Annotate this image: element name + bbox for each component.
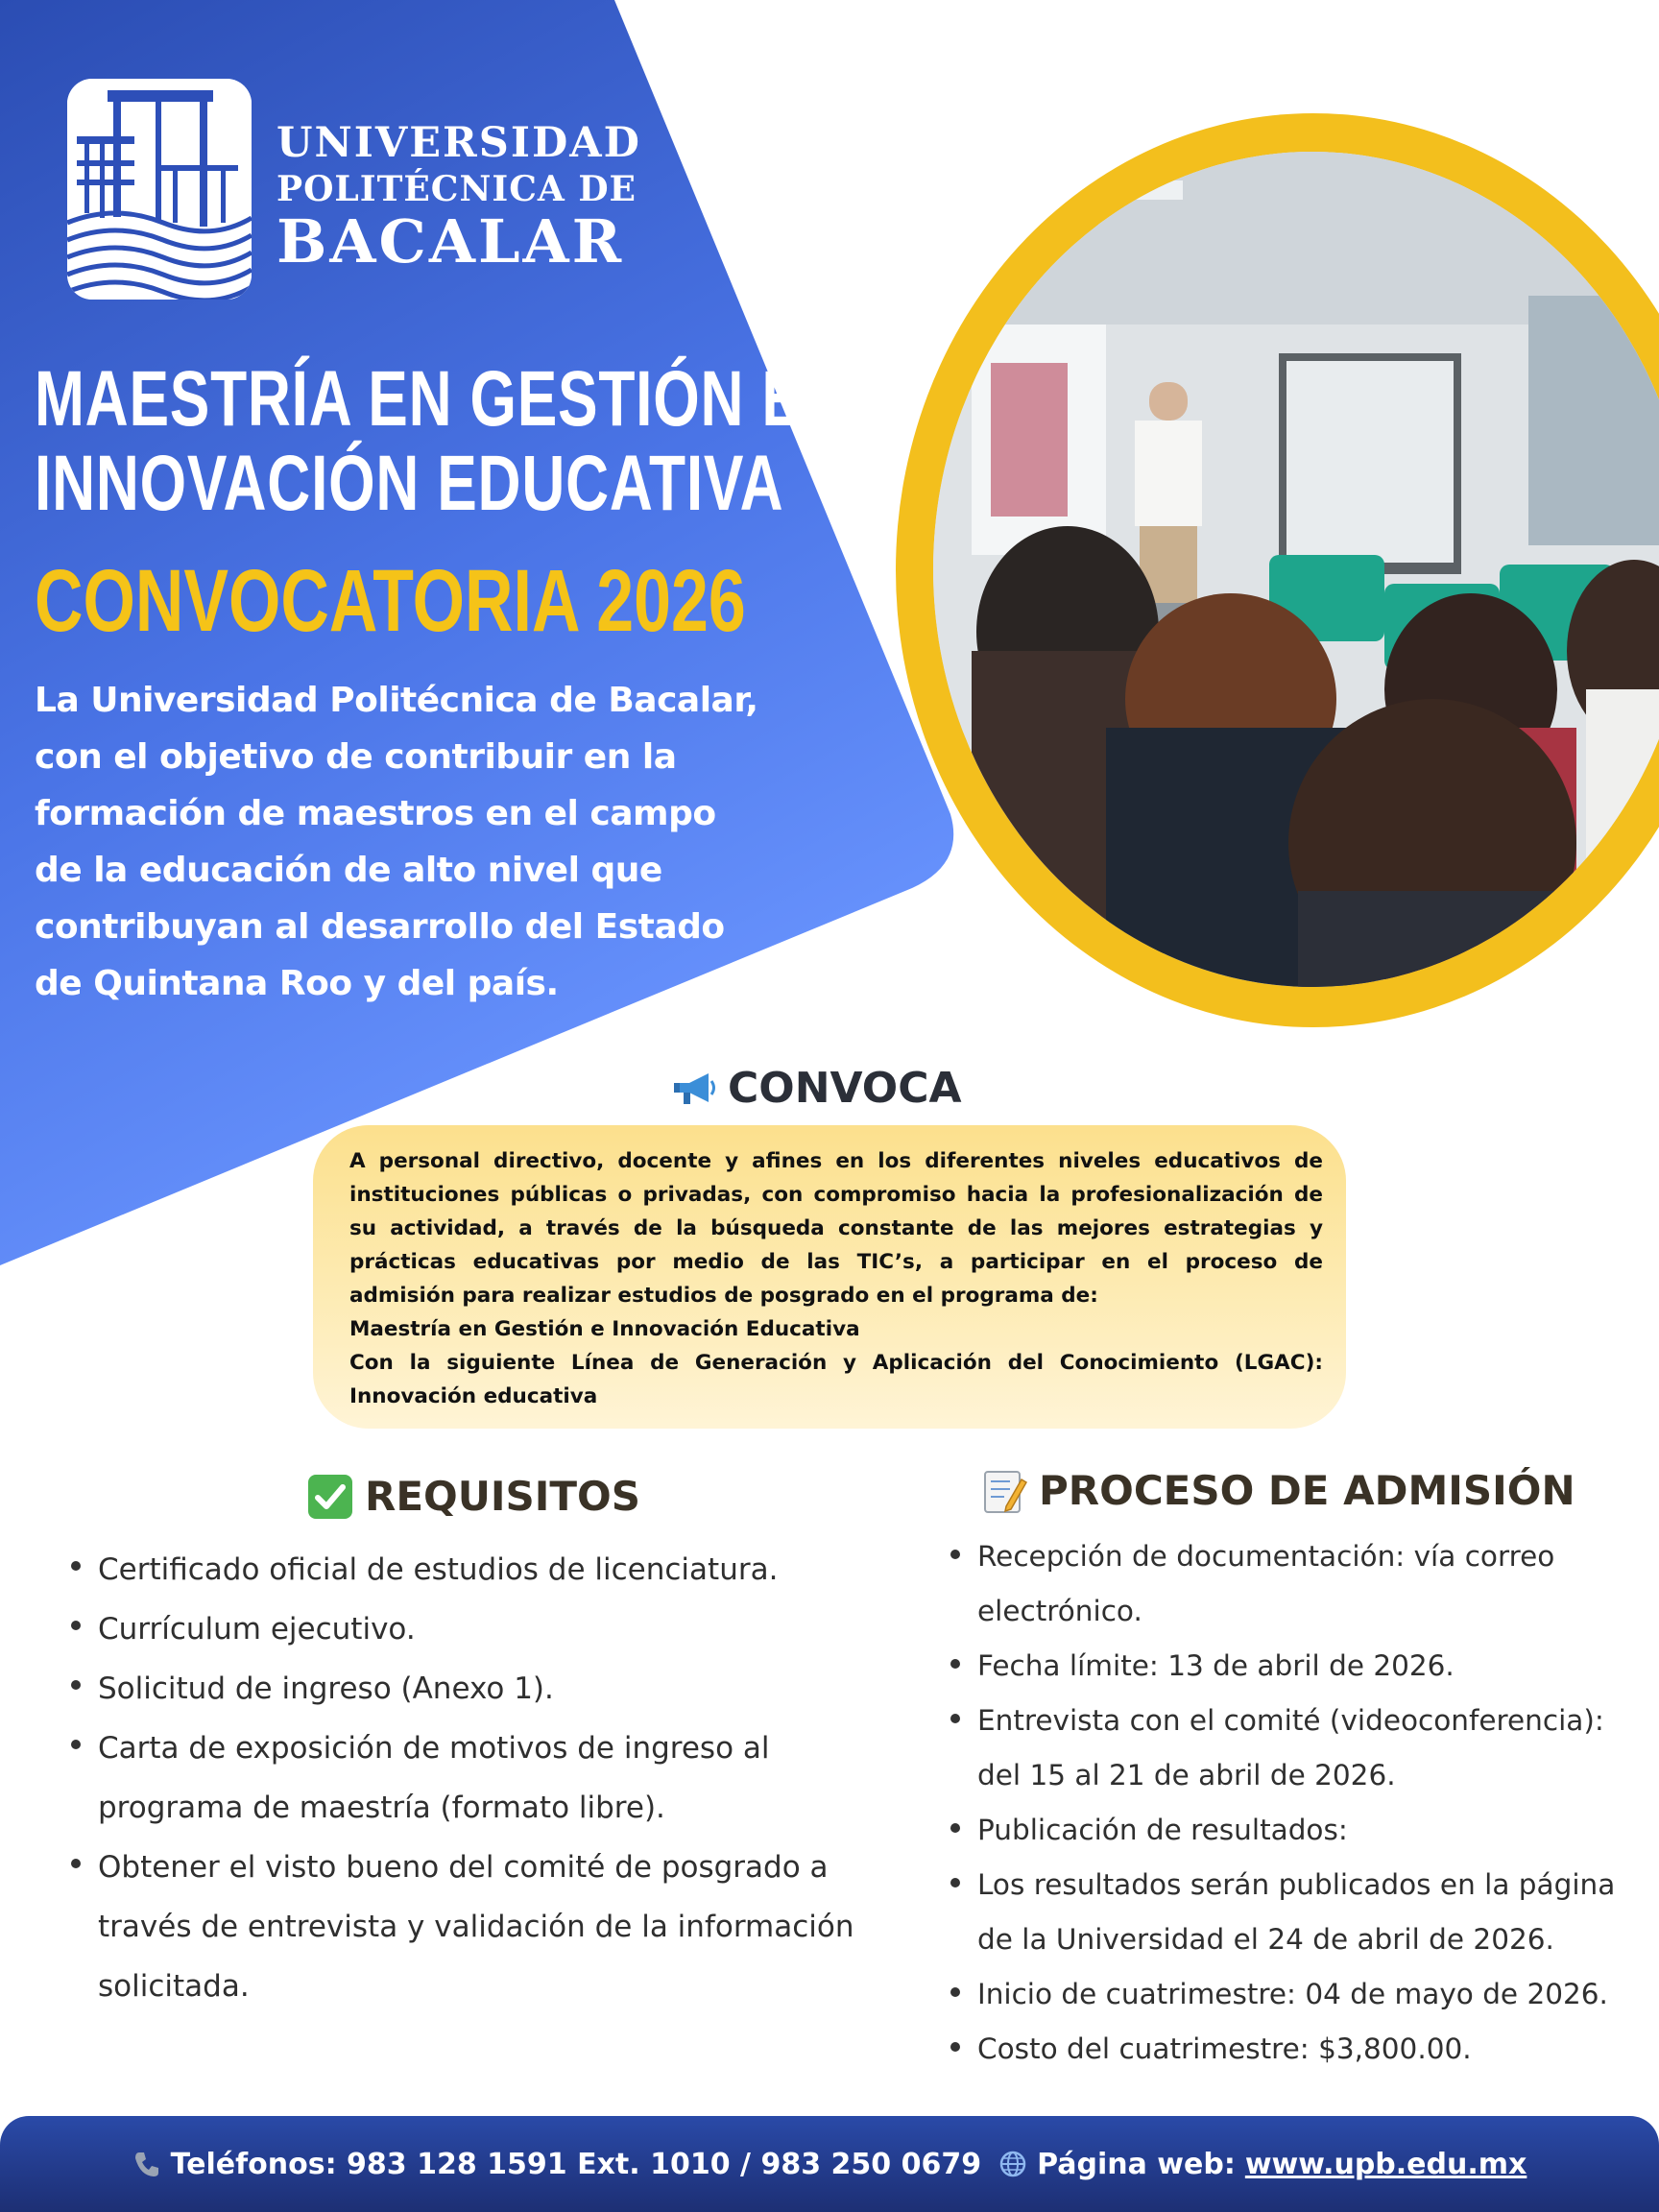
list-item-text: solicitada. [98, 1969, 250, 2004]
list-item [71, 1719, 854, 1838]
program-title [35, 355, 803, 527]
list-item [71, 1540, 854, 1599]
list-item-text: programa de maestría (formato libre). [98, 1791, 665, 1825]
list-item-text: Inicio de cuatrimestre: 04 de mayo de 2026. [977, 1978, 1608, 2010]
phone-icon [132, 2150, 161, 2178]
list-item-text: de la Universidad el 24 de abril de 2026. [977, 1923, 1554, 1956]
intro-paragraph [35, 672, 803, 1012]
proceso-heading [981, 1467, 1575, 1514]
list-item [950, 1803, 1615, 1858]
memo-icon [981, 1468, 1027, 1514]
list-item [950, 1967, 1615, 2022]
convoca-line: admisión para realizar estudios de posgrado en el programa de: [349, 1284, 1098, 1308]
proceso-label: PROCESO DE ADMISIÓN [1039, 1467, 1575, 1514]
list-item-text: del 15 al 21 de abril de 2026. [977, 1759, 1396, 1791]
convoca-label: CONVOCA [728, 1064, 962, 1113]
classroom-photo [933, 152, 1659, 987]
list-item-text: Obtener el visto bueno del comité de posgrado a [98, 1850, 829, 1885]
convoca-line: su actividad, a través de la búsqueda constante de las mejores estrategias y [349, 1216, 1323, 1240]
list-item [950, 1858, 1615, 1967]
list-item [950, 2022, 1615, 2077]
convoca-line: Innovación educativa [349, 1384, 598, 1408]
web-label: Página web: [1037, 2147, 1236, 2181]
check-mark-icon [307, 1474, 353, 1520]
list-item [950, 1694, 1615, 1803]
list-item [71, 1659, 854, 1719]
convoca-line: Maestría en Gestión e Innovación Educativa [349, 1317, 860, 1341]
requisitos-list [71, 1540, 854, 2016]
list-item-text: través de entrevista y validación de la información [98, 1910, 854, 1944]
list-item-text: Publicación de resultados: [977, 1814, 1348, 1846]
convoca-line: prácticas educativas por medio de las TIC’s, a participar en el proceso de [349, 1250, 1323, 1274]
intro-line: formación de maestros en el campo [35, 794, 716, 833]
title-line-2: INNOVACIÓN EDUCATIVA [35, 440, 784, 527]
intro-line: contribuyan al desarrollo del Estado [35, 907, 725, 947]
list-item [950, 1529, 1615, 1639]
list-item [950, 1639, 1615, 1694]
convoca-text [349, 1144, 1323, 1413]
intro-line: con el objetivo de contribuir en la [35, 737, 677, 777]
intro-line: La Universidad Politécnica de Bacalar, [35, 681, 758, 720]
logo-line-1: UNIVERSIDAD [276, 119, 641, 167]
convoca-line: instituciones públicas o privadas, con compromiso hacia la profesionalización de [349, 1183, 1323, 1207]
convoca-line: Con la siguiente Línea de Generación y Aplicación del Conocimiento (LGAC): [349, 1351, 1323, 1375]
list-item-text: Solicitud de ingreso (Anexo 1). [98, 1671, 554, 1706]
university-logo [67, 79, 252, 300]
globe-icon [998, 2150, 1027, 2178]
list-item-text: Fecha límite: 13 de abril de 2026. [977, 1649, 1455, 1682]
list-item-text: Currículum ejecutivo. [98, 1612, 416, 1647]
proceso-list [950, 1529, 1615, 2077]
title-line-1: MAESTRÍA EN GESTIÓN E [35, 355, 803, 443]
convocatoria-heading: CONVOCATORIA 2026 [35, 552, 746, 650]
list-item-text: electrónico. [977, 1595, 1142, 1627]
logo-line-3: BACALAR [276, 206, 625, 276]
phone-numbers: Teléfonos: 983 128 1591 Ext. 1010 / 983 250 0679 [170, 2147, 982, 2181]
university-name [276, 119, 641, 276]
list-item-text: Entrevista con el comité (videoconferencia): [977, 1704, 1604, 1737]
list-item-text: Costo del cuatrimestre: $3,800.00. [977, 2032, 1472, 2065]
convoca-heading [672, 1064, 962, 1113]
website-link[interactable]: www.upb.edu.mx [1244, 2147, 1527, 2181]
list-item-text: Recepción de documentación: vía correo [977, 1540, 1555, 1573]
requisitos-label: REQUISITOS [365, 1473, 640, 1520]
logo-line-2: POLITÉCNICA DE [276, 169, 637, 209]
megaphone-icon [672, 1070, 718, 1108]
requisitos-heading [307, 1473, 640, 1520]
convoca-box [313, 1125, 1346, 1429]
intro-line: de la educación de alto nivel que [35, 851, 662, 890]
convoca-line: A personal directivo, docente y afines en los diferentes niveles educativos de [349, 1149, 1323, 1173]
list-item-text: Carta de exposición de motivos de ingreso al [98, 1731, 770, 1766]
contact-footer [0, 2116, 1659, 2212]
intro-line: de Quintana Roo y del país. [35, 964, 559, 1003]
list-item-text: Certificado oficial de estudios de licenciatura. [98, 1552, 779, 1587]
list-item-text: Los resultados serán publicados en la página [977, 1868, 1616, 1901]
list-item [71, 1599, 854, 1659]
list-item [71, 1838, 854, 2016]
